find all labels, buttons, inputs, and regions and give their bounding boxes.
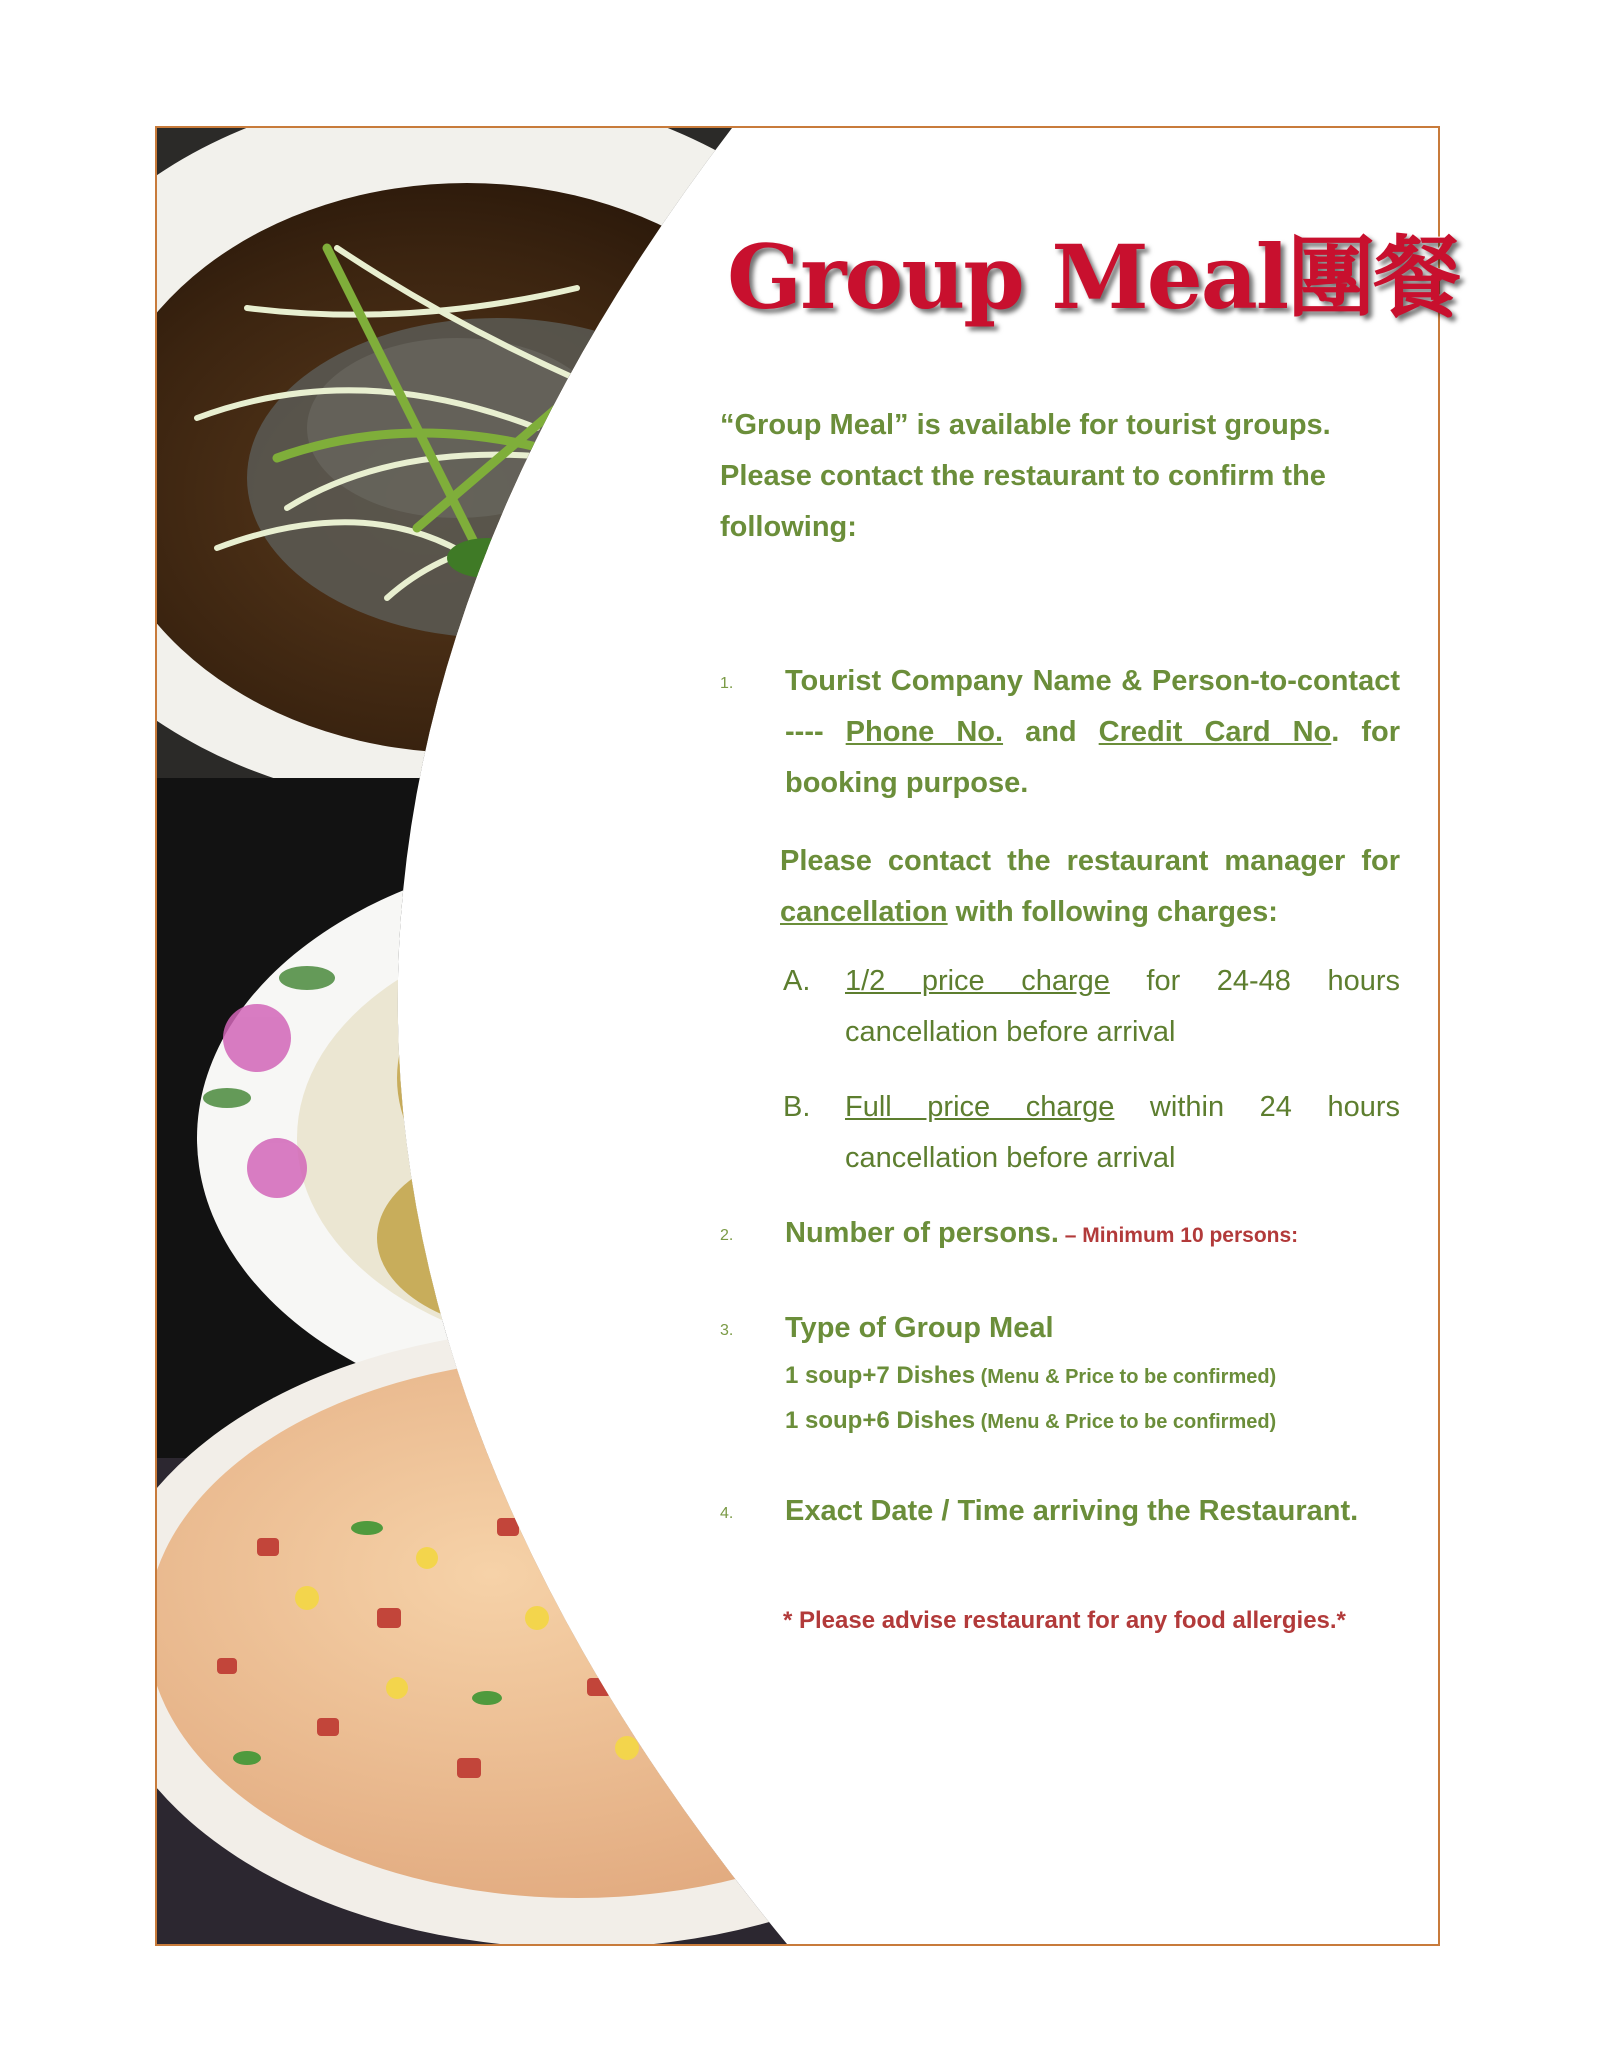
content-column xyxy=(720,400,1400,1646)
list-item-arrival xyxy=(720,1486,1400,1537)
meal-option-note: (Menu & Price to be confirmed) xyxy=(975,1411,1277,1433)
meal-option-label: 1 soup+7 Dishes xyxy=(785,1362,976,1389)
item-text: Type of Group Meal xyxy=(785,1312,1054,1344)
item-text: Number of persons. xyxy=(785,1217,1059,1249)
page-title: Group Meal團餐 xyxy=(727,225,1460,329)
list-item-contact xyxy=(720,656,1400,809)
cancellation-text: Please contact the restaurant manager for xyxy=(780,845,1400,877)
item-text: and xyxy=(1003,716,1099,748)
intro-text: “Group Meal” is available for tourist groups. Please contact the restaurant to confirm the following: xyxy=(720,409,1331,543)
item-text: . for booking purpose. xyxy=(785,716,1401,799)
cancellation-link-text: cancellation xyxy=(780,896,948,928)
charge-text: for 24-48 hours cancellation before arrival xyxy=(845,965,1400,1048)
charge-text: within 24 hours cancellation before arrival xyxy=(845,1091,1400,1174)
charge-letter: B. xyxy=(783,1091,811,1123)
charge-label: Full price charge xyxy=(845,1091,1115,1123)
list-item-persons xyxy=(720,1208,1400,1261)
list-item-meal-type xyxy=(720,1303,1400,1444)
meal-option-note: (Menu & Price to be confirmed) xyxy=(975,1366,1277,1388)
charge-letter: A. xyxy=(783,965,811,997)
item-number: 3. xyxy=(720,1322,734,1339)
cancellation-policy xyxy=(720,836,1400,938)
minimum-persons-note: – Minimum 10 persons: xyxy=(1058,1224,1299,1247)
meal-option-label: 1 soup+6 Dishes xyxy=(785,1407,976,1434)
item-number: 4. xyxy=(720,1505,734,1522)
item-number: 1. xyxy=(720,675,734,692)
charge-item-b xyxy=(720,1082,1400,1184)
cancellation-text: with following charges: xyxy=(947,896,1278,928)
allergy-note: * Please advise restaurant for any food allergies.* xyxy=(783,1607,1346,1634)
item-number: 2. xyxy=(720,1227,734,1244)
item-text: Exact Date / Time arriving the Restaurant. xyxy=(785,1495,1359,1527)
item-text: Tourist Company Name & Person-to-contact ---- xyxy=(785,665,1400,748)
meal-option xyxy=(785,1354,1400,1399)
charge-label: 1/2 price charge xyxy=(845,965,1110,997)
meal-option xyxy=(785,1399,1400,1444)
credit-card-no-text: Credit Card No xyxy=(1098,716,1332,748)
charge-item-a xyxy=(720,956,1400,1058)
phone-no-text: Phone No. xyxy=(845,716,1004,748)
